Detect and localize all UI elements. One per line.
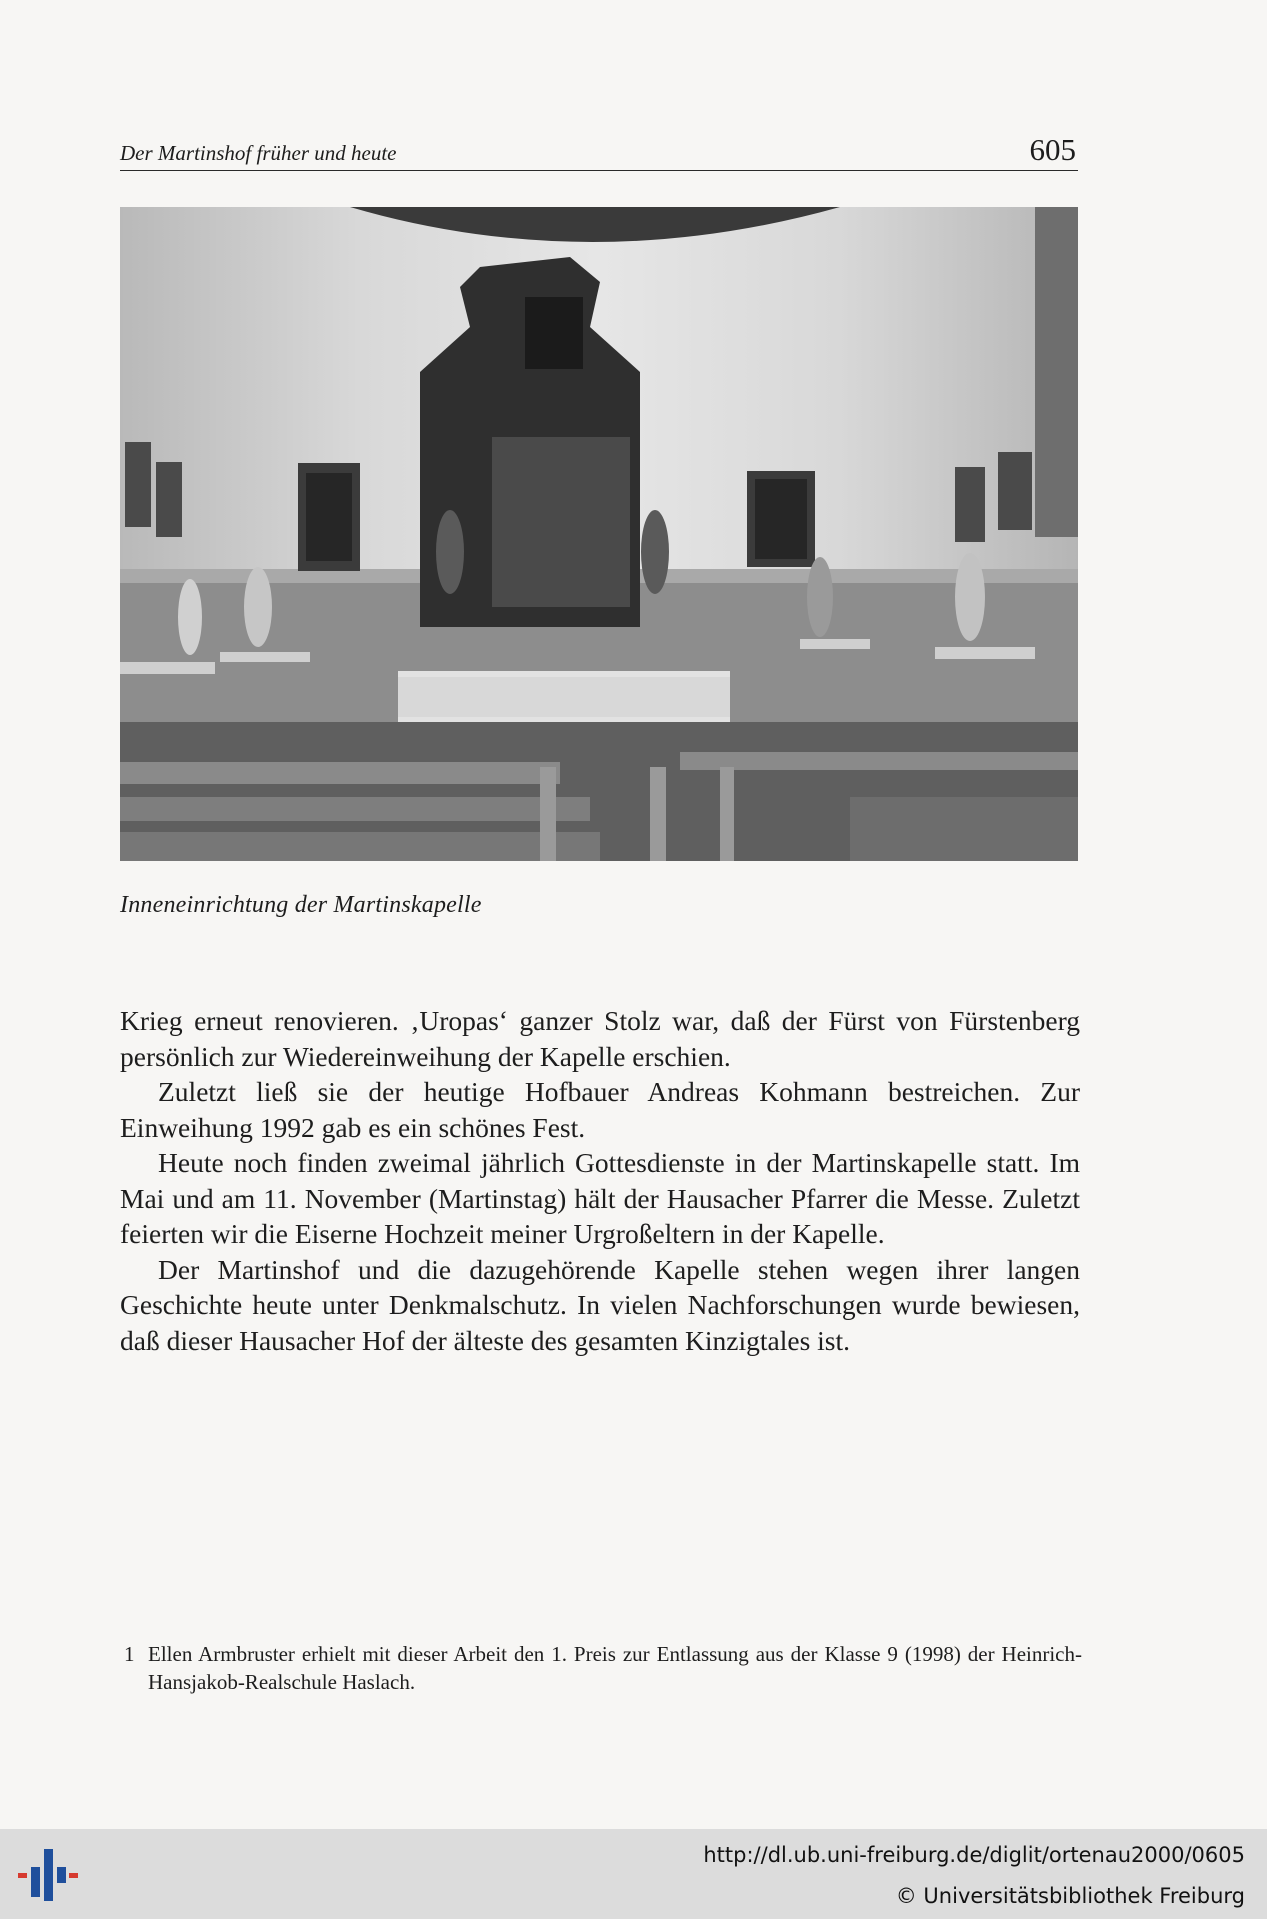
figure-caption: Inneneinrichtung der Martinskapelle [120, 892, 482, 918]
chapel-interior-photo [120, 207, 1078, 861]
footnote-number: 1 [124, 1642, 135, 1666]
paragraph: Der Martinshof und die dazugehörende Kapelle stehen wegen ihrer langen Geschichte heute unter Denkmalschutz. In vielen Nachforschungen wurde bewiesen, daß dieser Hausacher Hof der älteste des gesamten Kinzigtales ist. [120, 1253, 1080, 1356]
footnote [120, 1640, 1082, 1696]
paragraph: Zuletzt ließ sie der heutige Hofbauer Andreas Kohmann bestreichen. Zur Einweihung 1992 gab es ein schönes Fest. [120, 1076, 1080, 1143]
paragraph: Krieg erneut renovieren. ‚Uropas‘ ganzer Stolz war, daß der Fürst von Fürstenberg persönlich zur Wiedereinweihung der Kapelle erschien. [120, 1005, 1080, 1072]
page-header [120, 130, 1078, 171]
footnote-text: Ellen Armbruster erhielt mit dieser Arbeit den 1. Preis zur Entlassung aus der Klasse 9 (1998) der Heinrich-Hansjakob-Realschule Haslach. [148, 1642, 1082, 1694]
paragraph: Heute noch finden zweimal jährlich Gottesdienste in der Martinskapelle statt. Im Mai und am 11. November (Martinstag) hält der Hausacher Pfarrer die Messe. Zuletzt feierten wir die Eiserne Hochzeit meiner Urgroßeltern in der Kapelle. [120, 1147, 1080, 1249]
copyright-notice: © Universitätsbibliothek Freiburg [895, 1884, 1245, 1908]
source-url[interactable]: http://dl.ub.uni-freiburg.de/diglit/ortenau2000/0605 [703, 1843, 1245, 1867]
body-text [120, 1003, 1080, 1358]
library-footer [0, 1829, 1267, 1919]
running-title: Der Martinshof früher und heute [120, 141, 397, 165]
page-number: 605 [1029, 132, 1076, 167]
ub-freiburg-logo-icon [16, 1845, 80, 1910]
chapel-photo-illustration [120, 207, 1078, 861]
